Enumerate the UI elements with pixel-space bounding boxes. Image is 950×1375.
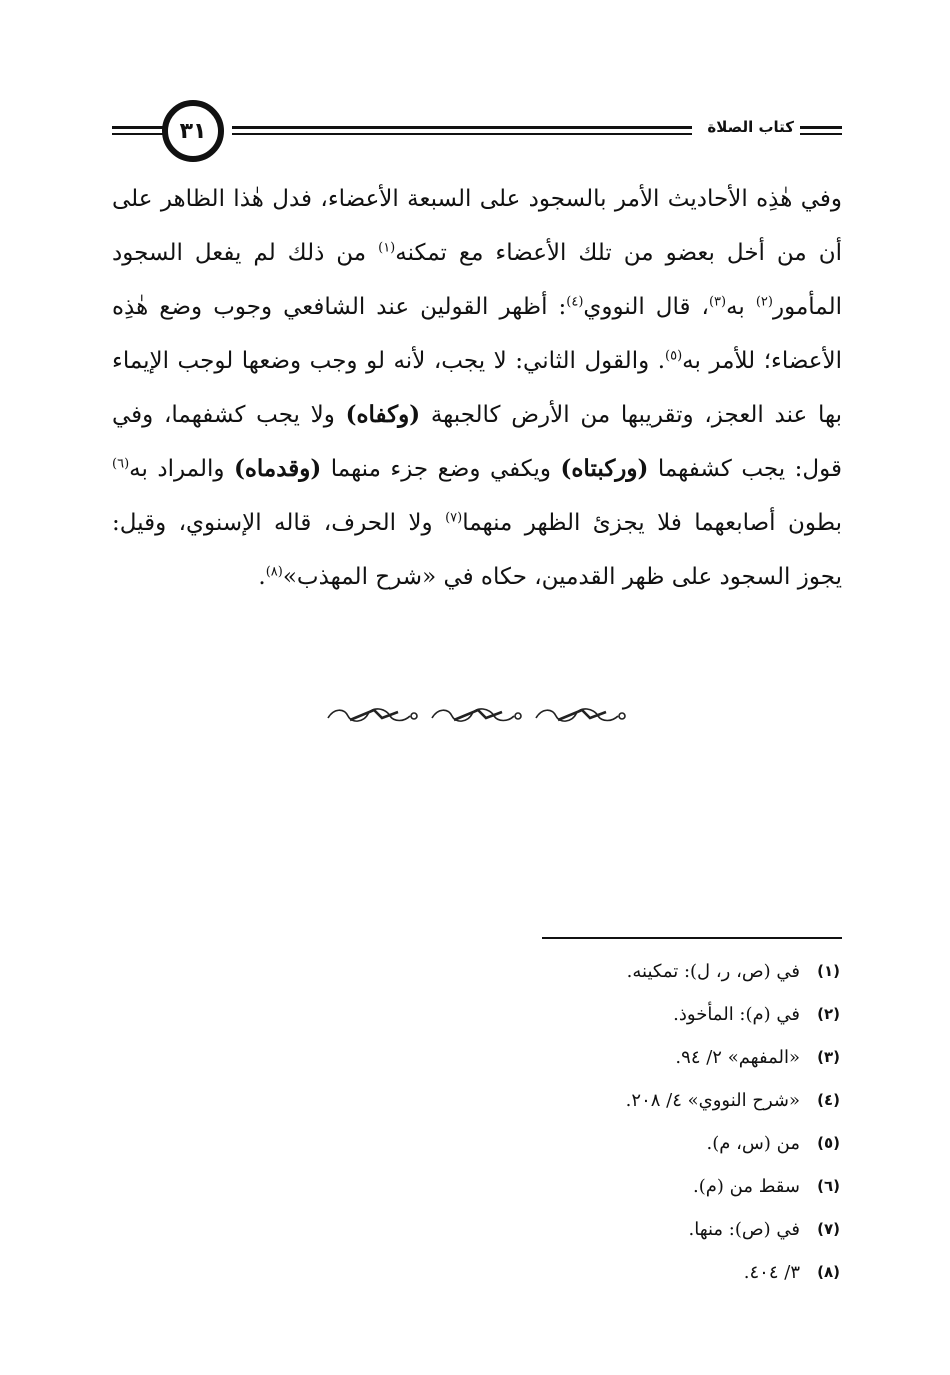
text-run: . bbox=[258, 564, 266, 590]
text-run: . والقول الثاني: لا يجب، لأنه لو وجب وضعها لوجب الإيماء بها عند العجز، وتقريبها من الأرض كالجبهة bbox=[112, 348, 842, 428]
page-header bbox=[112, 96, 842, 166]
footnote-item bbox=[300, 1165, 840, 1208]
footnote-number: (١) bbox=[817, 962, 840, 980]
footnote-number: (٣) bbox=[817, 1048, 840, 1066]
footnote-item bbox=[300, 1251, 840, 1294]
book-title: كتاب الصلاة bbox=[707, 118, 794, 136]
header-rule-middle bbox=[232, 126, 692, 135]
footnote-number: (٤) bbox=[817, 1091, 840, 1109]
footnote-ref-1: (١) bbox=[378, 240, 396, 256]
footnote-item bbox=[300, 1079, 840, 1122]
page-number-badge bbox=[162, 100, 224, 162]
footnote-separator bbox=[542, 937, 842, 939]
ornament-unit bbox=[328, 709, 417, 721]
page-number: ٣١ bbox=[179, 118, 207, 144]
text-run: وفي هٰذِه الأحاديث الأمر بالسجود على السبعة الأعضاء، فدل هٰذا الظاهر على أن من أخل بعضو من تلك الأعضاء مع تمكنه bbox=[112, 186, 842, 266]
header-rule-right bbox=[800, 126, 842, 135]
footnote-ref-5: (٥) bbox=[665, 348, 683, 364]
footnote-text: في (ص): منها. bbox=[688, 1219, 800, 1240]
footnote-text: «المفهم» ٢/ ٩٤. bbox=[675, 1047, 800, 1068]
footnote-ref-7: (٧) bbox=[445, 510, 463, 526]
text-run: ولا يجب كشفهما، وفي قول: يجب كشفهما bbox=[112, 402, 842, 482]
footnote-text: في (ص، ر، ل): تمكينه. bbox=[626, 961, 800, 982]
text-run: ويكفي وضع جزء منهما bbox=[321, 456, 561, 482]
bold-term: (وقدماه) bbox=[233, 455, 322, 482]
ornament-unit bbox=[536, 709, 625, 721]
footnote-ref-4: (٤) bbox=[566, 294, 584, 310]
footnote-text: «شرح النووي» ٤/ ٢٠٨. bbox=[625, 1090, 800, 1111]
footnote-text: في (م): المأخوذ. bbox=[673, 1004, 800, 1025]
footnote-item bbox=[300, 1036, 840, 1079]
text-run: بطون أصابعهما فلا يجزئ الظهر منهما bbox=[462, 510, 843, 536]
footnote-number: (٨) bbox=[817, 1263, 840, 1281]
footnote-item bbox=[300, 1122, 840, 1165]
text-run: من ذلك لم يفعل السجود المأمور bbox=[112, 240, 842, 320]
footnote-item bbox=[300, 993, 840, 1036]
bold-term: (وكفاه) bbox=[345, 401, 421, 428]
text-run: ولا الحرف، قاله الإسنوي، وقيل: يجوز السجود على ظهر القدمين، حكاه في «شرح المهذب» bbox=[112, 510, 842, 590]
footnote-text: ٣/ ٤٠٤. bbox=[743, 1262, 800, 1283]
footnote-item bbox=[300, 950, 840, 993]
main-text bbox=[112, 172, 842, 604]
footnote-number: (٢) bbox=[817, 1005, 840, 1023]
footnote-number: (٦) bbox=[817, 1177, 840, 1195]
footnote-text: سقط من (م). bbox=[693, 1176, 800, 1197]
footnote-item bbox=[300, 1208, 840, 1251]
bold-term: (وركبتاه) bbox=[560, 455, 649, 482]
footnote-number: (٧) bbox=[817, 1220, 840, 1238]
footnote-ref-2: (٢) bbox=[755, 294, 773, 310]
main-paragraph bbox=[112, 172, 842, 604]
text-run: والمراد به bbox=[129, 456, 234, 482]
ornament-unit bbox=[432, 709, 521, 721]
text-run: ، قال النووي bbox=[583, 294, 709, 320]
footnote-text: من (س، م). bbox=[706, 1133, 800, 1154]
footnote-number: (٥) bbox=[817, 1134, 840, 1152]
section-divider-ornament bbox=[320, 700, 630, 732]
footnote-ref-8: (٨) bbox=[265, 564, 283, 580]
text-run: به bbox=[726, 294, 756, 320]
footnote-ref-6: (٦) bbox=[112, 456, 130, 472]
footnote-ref-3: (٣) bbox=[708, 294, 727, 310]
text-run: : أظهر القولين عند الشافعي وجوب وضع هٰذِه الأعضاء؛ للأمر به bbox=[112, 294, 843, 374]
footnotes bbox=[300, 950, 840, 1294]
